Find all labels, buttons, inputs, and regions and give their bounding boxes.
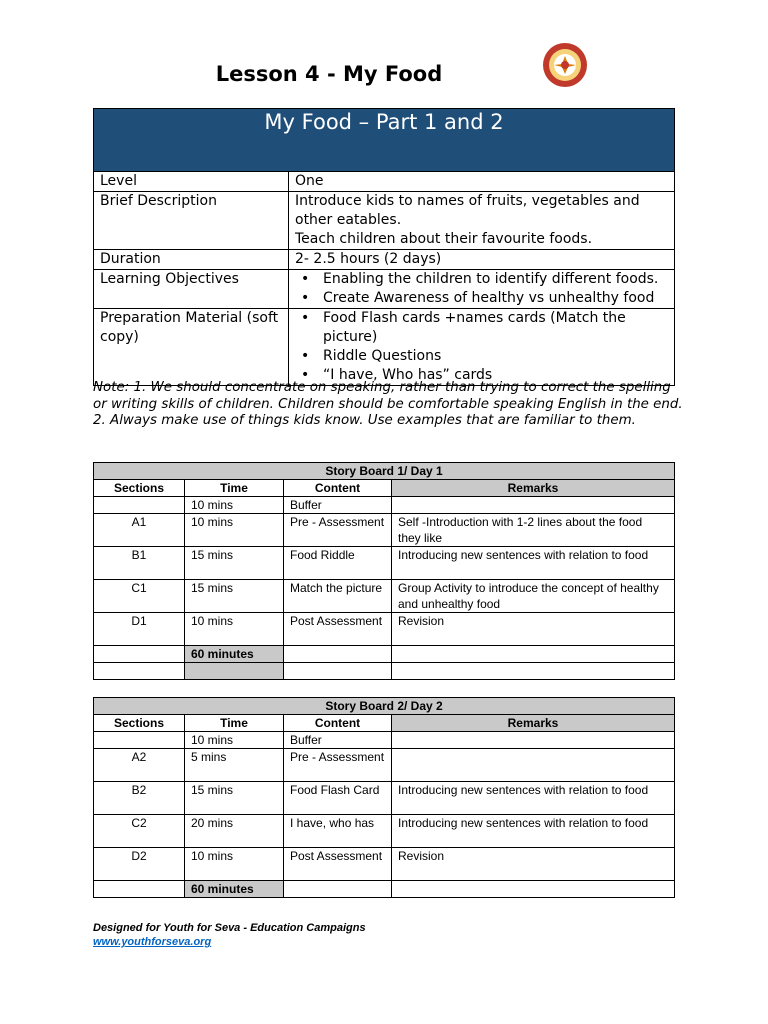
time-cell: 10 mins — [185, 613, 284, 646]
col-remarks: Remarks — [392, 715, 675, 732]
duration-label: Duration — [94, 250, 289, 270]
total-row — [94, 881, 675, 898]
brief-line: Teach children about their favourite foods. — [295, 231, 593, 247]
brief-line: other eatables. — [295, 212, 402, 228]
section-cell: B2 — [94, 782, 185, 815]
level-label: Level — [94, 172, 289, 192]
section-cell: D1 — [94, 613, 185, 646]
note-line-1: Note: 1. We should concentrate on speaking, rather than trying to correct the spelling or writing skills of children. Children should be comfortable speaking English in the end. — [93, 380, 683, 412]
story-board-2 — [93, 697, 675, 898]
table-row — [94, 580, 675, 613]
content-cell: Pre - Assessment — [284, 749, 392, 782]
content-cell: Buffer — [284, 732, 392, 749]
board-title: Story Board 1/ Day 1 — [94, 463, 675, 480]
brief-label: Brief Description — [94, 192, 289, 250]
time-cell: 15 mins — [185, 580, 284, 613]
col-content: Content — [284, 715, 392, 732]
table-row — [94, 848, 675, 881]
note-line-2: 2. Always make use of things kids know. Use examples that are familiar to them. — [93, 413, 636, 428]
level-value: One — [289, 172, 675, 192]
empty-cell — [392, 881, 675, 898]
empty-cell — [392, 646, 675, 663]
table-row — [94, 732, 675, 749]
empty-cell — [94, 646, 185, 663]
section-cell — [94, 732, 185, 749]
content-cell: Pre - Assessment — [284, 514, 392, 547]
content-cell: Match the picture — [284, 580, 392, 613]
col-time: Time — [185, 715, 284, 732]
youth-for-seva-logo-icon — [542, 42, 588, 88]
remarks-cell: Introducing new sentences with relation to food — [392, 782, 675, 815]
col-remarks: Remarks — [392, 480, 675, 497]
table-row — [94, 514, 675, 547]
section-cell: D2 — [94, 848, 185, 881]
col-time: Time — [185, 480, 284, 497]
time-cell: 15 mins — [185, 547, 284, 580]
time-cell: 10 mins — [185, 848, 284, 881]
empty-cell — [284, 663, 392, 680]
story-board-1 — [93, 462, 675, 680]
section-cell: B1 — [94, 547, 185, 580]
time-cell: 10 mins — [185, 514, 284, 547]
empty-cell — [94, 881, 185, 898]
remarks-cell: Introducing new sentences with relation to food — [392, 815, 675, 848]
content-cell: Post Assessment — [284, 848, 392, 881]
objective-item: • Create Awareness of healthy vs unhealthy food — [323, 289, 668, 308]
time-cell: 20 mins — [185, 815, 284, 848]
content-cell: I have, who has — [284, 815, 392, 848]
duration-value: 2- 2.5 hours (2 days) — [289, 250, 675, 270]
empty-cell — [94, 663, 185, 680]
material-item: • Riddle Questions — [323, 347, 668, 366]
section-cell: C2 — [94, 815, 185, 848]
footer — [93, 921, 366, 949]
remarks-cell: Group Activity to introduce the concept of healthy and unhealthy food — [392, 580, 675, 613]
banner-title: My Food – Part 1 and 2 — [94, 109, 675, 172]
table-row — [94, 815, 675, 848]
material-label: Preparation Material (soft copy) — [94, 309, 289, 386]
table-row — [94, 749, 675, 782]
col-sections: Sections — [94, 480, 185, 497]
total-time: 60 minutes — [185, 646, 284, 663]
section-cell: C1 — [94, 580, 185, 613]
col-content: Content — [284, 480, 392, 497]
time-cell: 5 mins — [185, 749, 284, 782]
remarks-cell: Revision — [392, 613, 675, 646]
time-cell: 10 mins — [185, 497, 284, 514]
total-row — [94, 646, 675, 663]
remarks-cell: Self -Introduction with 1-2 lines about the food they like — [392, 514, 675, 547]
content-cell: Post Assessment — [284, 613, 392, 646]
footer-credit: Designed for Youth for Seva - Education Campaigns — [93, 922, 366, 934]
brief-value — [289, 192, 675, 250]
table-row — [94, 547, 675, 580]
table-row — [94, 782, 675, 815]
material-value — [289, 309, 675, 386]
empty-cell — [392, 663, 675, 680]
col-sections: Sections — [94, 715, 185, 732]
section-cell — [94, 497, 185, 514]
board-title: Story Board 2/ Day 2 — [94, 698, 675, 715]
empty-row — [94, 663, 675, 680]
objectives-value — [289, 270, 675, 309]
lesson-title: Lesson 4 - My Food — [215, 62, 443, 86]
objectives-label: Learning Objectives — [94, 270, 289, 309]
website-link[interactable]: www.youthforseva.org — [93, 936, 212, 948]
teaching-note — [93, 380, 683, 430]
material-item: • “I have, Who has” cards — [323, 366, 668, 385]
content-cell: Food Riddle — [284, 547, 392, 580]
brief-line: Introduce kids to names of fruits, vegetables and — [295, 193, 640, 209]
remarks-cell — [392, 497, 675, 514]
empty-cell — [284, 646, 392, 663]
empty-cell — [284, 881, 392, 898]
lesson-info-table — [93, 108, 675, 386]
empty-cell — [185, 663, 284, 680]
table-row — [94, 497, 675, 514]
remarks-cell: Introducing new sentences with relation to food — [392, 547, 675, 580]
table-row — [94, 613, 675, 646]
remarks-cell: Revision — [392, 848, 675, 881]
total-time: 60 minutes — [185, 881, 284, 898]
material-item: • Food Flash cards +names cards (Match the picture) — [323, 309, 668, 347]
time-cell: 15 mins — [185, 782, 284, 815]
content-cell: Buffer — [284, 497, 392, 514]
section-cell: A2 — [94, 749, 185, 782]
content-cell: Food Flash Card — [284, 782, 392, 815]
section-cell: A1 — [94, 514, 185, 547]
remarks-cell — [392, 732, 675, 749]
objective-item: • Enabling the children to identify different foods. — [323, 270, 668, 289]
time-cell: 10 mins — [185, 732, 284, 749]
remarks-cell — [392, 749, 675, 782]
